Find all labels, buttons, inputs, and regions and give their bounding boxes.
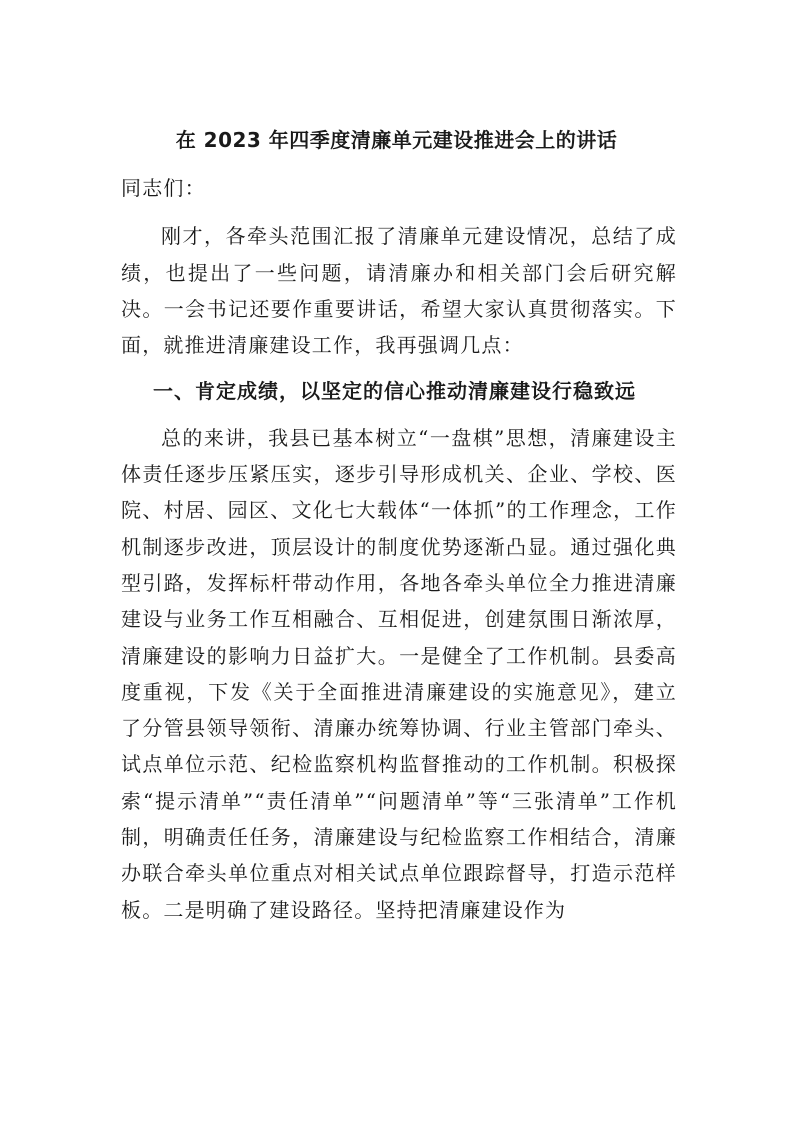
document-body [121, 170, 677, 938]
salutation: 同志们： [121, 176, 206, 200]
document-title: 在 2023 年四季度清廉单元建设推进会上的讲话 [175, 128, 618, 152]
section-heading: 一、肯定成绩，以坚定的信心推动清廉建设行稳致远 [153, 379, 636, 404]
opening-paragraph: 刚才，各牵头范围汇报了清廉单元建设情况，总结了成绩，也提出了一些问题，请清廉办和相关部门会后研究解决。一会书记还要作重要讲话，希望大家认真贯彻落实。下面，就推进清廉建设工作，我再强调几点： [121, 224, 677, 358]
section-paragraph: 总的来讲，我县已基本树立“一盘棋”思想，清廉建设主体责任逐步压紧压实，逐步引导形成机关、企业、学校、医院、村居、园区、文化七大载体“一体抓”的工作理念，工作机制逐步改进，顶层设计的制度优势逐渐凸显。通过强化典型引路，发挥标杆带动作用，各地各牵头单位全力推进清廉建设与业务工作互相融合、互相促进，创建氛围日渐浓厚，清廉建设的影响力日益扩大。一是健全了工作机制。县委高度重视，下发《关于全面推进清廉建设的实施意见》，建立了分管县领导领衔、清廉办统筹协调、行业主管部门牵头、试点单位示范、纪检监察机构监督推动的工作机制。积极探索“提示清单”“责任清单”“问题清单”等“三张清单”工作机制，明确责任任务，清廉建设与纪检监察工作相结合，清廉办联合牵头单位重点对相关试点单位跟踪督导，打造示范样板。二是明确了建设路径。坚持把清廉建设作为 [121, 425, 677, 922]
